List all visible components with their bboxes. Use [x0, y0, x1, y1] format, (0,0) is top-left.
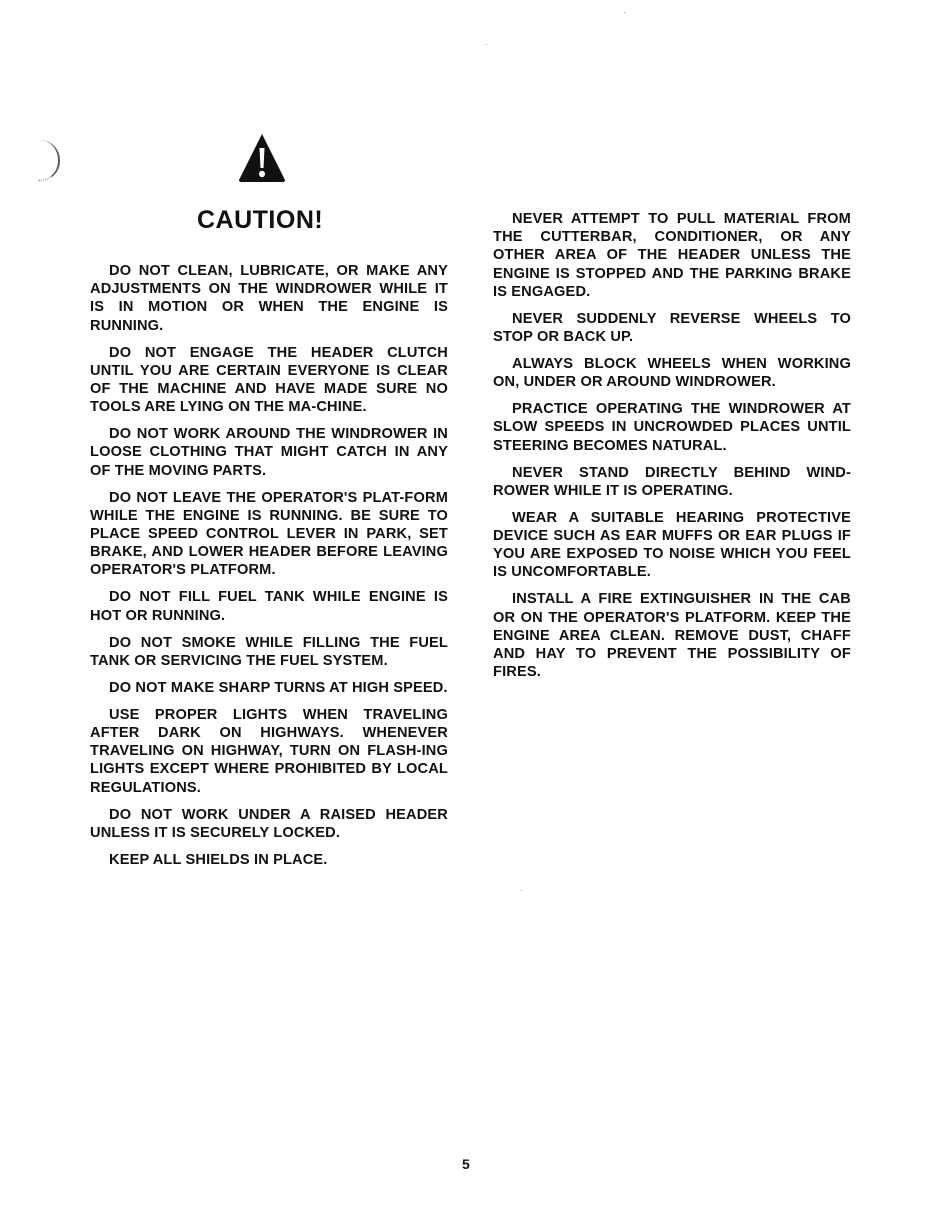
- scan-speck: [624, 12, 625, 13]
- left-safety-column: [90, 262, 448, 878]
- safety-instruction: ALWAYS BLOCK WHEELS WHEN WORKING ON, UNDER OR AROUND WINDROWER.: [493, 356, 851, 391]
- safety-instruction: DO NOT LEAVE THE OPERATOR'S PLAT-FORM WHILE THE ENGINE IS RUNNING. BE SURE TO PLACE SPEED CONTROL LEVER IN PARK, SET BRAKE, AND LOWER HEADER BEFORE LEAVING OPERATOR'S PLATFORM.: [90, 489, 448, 579]
- safety-instruction: KEEP ALL SHIELDS IN PLACE.: [109, 851, 328, 868]
- safety-instruction: DO NOT FILL FUEL TANK WHILE ENGINE IS HOT OR RUNNING.: [90, 589, 448, 624]
- page-number: 5: [462, 1156, 470, 1172]
- warning-triangle-icon: [237, 132, 287, 184]
- right-safety-column: [493, 210, 851, 690]
- safety-instruction: NEVER STAND DIRECTLY BEHIND WIND-ROWER WHILE IT IS OPERATING.: [493, 464, 851, 499]
- scan-speck: [486, 44, 487, 45]
- safety-instruction: DO NOT WORK UNDER A RAISED HEADER UNLESS IT IS SECURELY LOCKED.: [90, 806, 448, 841]
- safety-instruction: PRACTICE OPERATING THE WINDROWER AT SLOW SPEEDS IN UNCROWDED PLACES UNTIL STEERING BECOMES NATURAL.: [493, 401, 851, 454]
- safety-instruction: DO NOT CLEAN, LUBRICATE, OR MAKE ANY ADJUSTMENTS ON THE WINDROWER WHILE IT IS IN MOTION OR WHEN THE ENGINE IS RUNNING.: [90, 263, 448, 334]
- scan-speck: [521, 890, 522, 891]
- safety-instruction: USE PROPER LIGHTS WHEN TRAVELING AFTER DARK ON HIGHWAYS. WHENEVER TRAVELING ON HIGHWAY, TURN ON FLASH-ING LIGHTS EXCEPT WHERE PROHIBITED BY LOCAL REGULATIONS.: [90, 706, 448, 796]
- safety-instruction: DO NOT WORK AROUND THE WINDROWER IN LOOSE CLOTHING THAT MIGHT CATCH IN ANY OF THE MOVING PARTS.: [90, 426, 448, 479]
- safety-instruction: DO NOT ENGAGE THE HEADER CLUTCH UNTIL YOU ARE CERTAIN EVERYONE IS CLEAR OF THE MACHINE AND HAVE MADE SURE NO TOOLS ARE LYING ON THE MA-CHINE.: [90, 344, 448, 416]
- safety-instruction: NEVER ATTEMPT TO PULL MATERIAL FROM THE CUTTERBAR, CONDITIONER, OR ANY OTHER AREA OF THE HEADER UNLESS THE ENGINE IS STOPPED AND THE PARKING BRAKE IS ENGAGED.: [493, 211, 851, 300]
- scan-artifact-mark: [38, 140, 60, 181]
- safety-instruction: DO NOT MAKE SHARP TURNS AT HIGH SPEED.: [109, 679, 448, 696]
- safety-instruction: INSTALL A FIRE EXTINGUISHER IN THE CAB OR ON THE OPERATOR'S PLATFORM. KEEP THE ENGINE AREA CLEAN. REMOVE DUST, CHAFF AND HAY TO PREVENT THE POSSIBILITY OF FIRES.: [493, 591, 851, 681]
- caution-heading: CAUTION!: [197, 206, 324, 234]
- safety-instruction: DO NOT SMOKE WHILE FILLING THE FUEL TANK OR SERVICING THE FUEL SYSTEM.: [90, 634, 448, 669]
- safety-instruction: NEVER SUDDENLY REVERSE WHEELS TO STOP OR BACK UP.: [493, 310, 851, 346]
- safety-instruction: WEAR A SUITABLE HEARING PROTECTIVE DEVICE SUCH AS EAR MUFFS OR EAR PLUGS IF YOU ARE EXPOSED TO NOISE WHICH YOU FEEL IS UNCOMFORTABLE.: [493, 509, 851, 581]
